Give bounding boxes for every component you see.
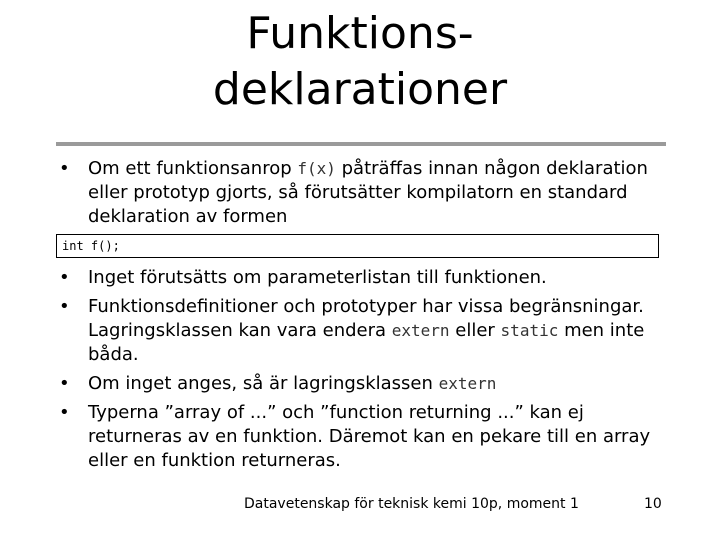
intro-bullet-list bbox=[56, 157, 676, 234]
intro-text-2: påträffas innan någon deklaration eller prototyp gjorts, så förutsätter kompilatorn en standard deklaration av formen bbox=[88, 158, 648, 227]
footer-course-label: Datavetenskap för teknisk kemi 10p, moment 1 bbox=[244, 496, 579, 512]
bullet-parameter-list bbox=[56, 266, 676, 290]
bullet-storage-restrictions bbox=[56, 295, 676, 367]
keyword-static: static bbox=[500, 321, 559, 340]
footer-page-number: 10 bbox=[644, 496, 662, 512]
keyword-extern-default: extern bbox=[438, 374, 497, 393]
slide-title-line-1: Funktions- bbox=[246, 8, 474, 59]
intro-bullet bbox=[56, 157, 676, 229]
bullet-marker: • bbox=[59, 373, 70, 394]
bullet-marker: • bbox=[59, 267, 70, 288]
intro-text-1: Om ett funktionsanrop bbox=[88, 158, 298, 179]
bullet-2-text-1: Funktionsdefinitioner och prototyper har vissa begränsningar. Lagringsklassen kan vara endera bbox=[88, 296, 644, 341]
bullet-return-types bbox=[56, 401, 676, 473]
title-divider bbox=[56, 142, 666, 146]
bullet-2-text-2: eller bbox=[449, 320, 501, 341]
slide-title bbox=[0, 6, 720, 118]
bullet-4-text: Typerna ”array of ...” och ”function returning ...” kan ej returneras av en funktion. Däremot kan en pekare till en array eller en funktion returneras. bbox=[88, 402, 651, 471]
slide-title-line-2: deklarationer bbox=[212, 64, 508, 115]
bullet-default-storage bbox=[56, 372, 676, 396]
intro-code-fx: f(x) bbox=[297, 159, 336, 178]
bullet-marker: • bbox=[59, 402, 70, 423]
bullet-marker: • bbox=[59, 158, 70, 179]
bullet-marker: • bbox=[59, 296, 70, 317]
bullet-1-text: Inget förutsätts om parameterlistan till funktionen. bbox=[88, 267, 547, 288]
bullet-3-text: Om inget anges, så är lagringsklassen bbox=[88, 373, 439, 394]
code-example-box: int f(); bbox=[56, 234, 659, 258]
bullet-2-text-3: men inte båda. bbox=[88, 320, 645, 365]
main-bullet-list bbox=[56, 266, 676, 478]
keyword-extern: extern bbox=[391, 321, 450, 340]
